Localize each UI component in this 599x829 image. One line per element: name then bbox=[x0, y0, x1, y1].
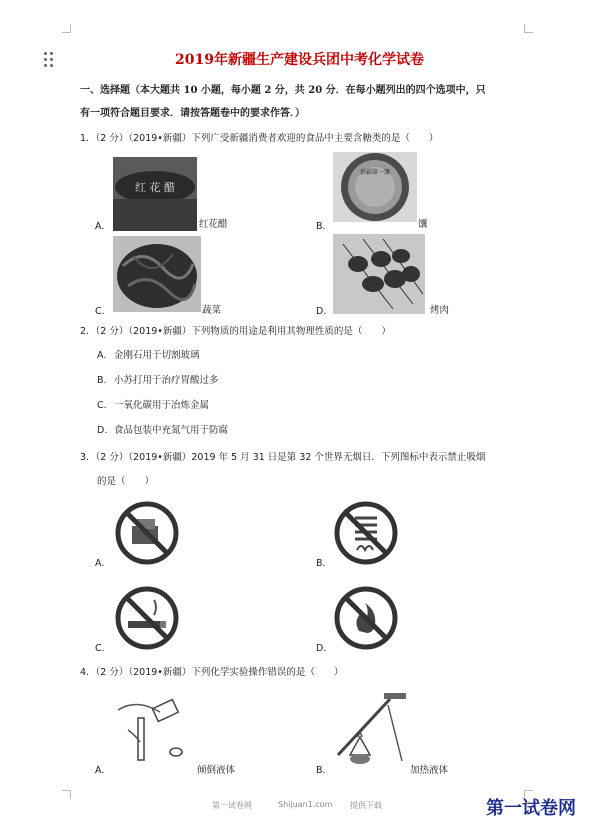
q2-option-a-text: 金刚石用于切割玻璃 bbox=[114, 350, 200, 361]
q3-stem-line1: 3．（2 分）（2019•新疆）2019 年 5 月 31 日是第 32 个世界无烟日．下列图标中表示禁止吸烟 bbox=[80, 452, 486, 463]
no-burning-icon bbox=[333, 500, 399, 566]
no-smoking-icon bbox=[114, 585, 180, 651]
q1-option-c-letter: C. bbox=[95, 306, 105, 317]
q4-option-a-letter: A. bbox=[95, 765, 105, 776]
q1-option-b-label: 馕 bbox=[418, 219, 428, 230]
crop-mark-top-left bbox=[62, 24, 71, 33]
no-open-flame-icon bbox=[333, 585, 399, 651]
brand-logo-text: 第一试卷网 bbox=[486, 798, 576, 819]
q3-option-b-letter: B. bbox=[316, 558, 326, 569]
q2-option-c-text: 一氧化碳用于冶炼金属 bbox=[114, 400, 210, 411]
q1-stem: 1．（2 分）（2019•新疆）下列广受新疆消费者欢迎的食品中主要含糖类的是（ ） bbox=[80, 133, 439, 144]
section-header-line1: 一、选择题（本大题共 10 小题，每小题 2 分，共 20 分．在每小题列出的四个选项中，只 bbox=[80, 85, 486, 96]
naan-stamp-text: 新疆第一馕 bbox=[359, 169, 391, 176]
q2-option-d-text: 食品包装中充氮气用于防腐 bbox=[114, 425, 229, 436]
footer-site-url[interactable]: Shijuan1.com bbox=[278, 800, 333, 809]
q4-option-a-label: 倾倒液体 bbox=[197, 765, 236, 776]
q2-option-b-text: 小苏打用于治疗胃酸过多 bbox=[114, 375, 219, 386]
q3-option-d-letter: D. bbox=[316, 643, 327, 654]
q1-option-a-letter: A. bbox=[95, 221, 105, 232]
crop-mark-bottom-left bbox=[62, 790, 71, 799]
q1-option-d-letter: D. bbox=[316, 306, 327, 317]
q1-photo-vinegar bbox=[113, 157, 197, 231]
q1-photo-vegetables bbox=[113, 236, 201, 312]
crop-mark-top-right bbox=[524, 24, 533, 33]
q1-option-d-label: 烤肉 bbox=[430, 305, 450, 316]
q1-option-b-letter: B. bbox=[316, 221, 326, 232]
q2-stem: 2．（2 分）（2019•新疆）下列物质的用途是利用其物理性质的是（ ） bbox=[80, 326, 391, 337]
q3-option-a-letter: A. bbox=[95, 558, 105, 569]
q3-option-c-letter: C. bbox=[95, 643, 105, 654]
q4-option-b-label: 加热液体 bbox=[410, 765, 449, 776]
page-title: 2019年新疆生产建设兵团中考化学试卷 bbox=[175, 52, 424, 68]
q2-option-b-letter: B. bbox=[97, 375, 107, 386]
footer-download-text: 提供下载 bbox=[350, 801, 382, 810]
q2-option-d-letter: D. bbox=[97, 425, 108, 436]
q3-stem-line2: 的是（ ） bbox=[97, 476, 155, 487]
q4-option-b-letter: B. bbox=[316, 765, 326, 776]
no-fireworks-icon bbox=[114, 500, 180, 566]
pour-liquid-illustration bbox=[114, 690, 194, 770]
q1-photo-naan bbox=[333, 152, 417, 222]
q1-photo-kebab bbox=[333, 234, 425, 314]
q2-option-a-letter: A. bbox=[97, 350, 107, 361]
q1-option-a-label: 红花醋 bbox=[199, 219, 228, 230]
q4-stem: 4．（2 分）（2019•新疆）下列化学实验操作错误的是（ ） bbox=[80, 667, 344, 678]
section-header-line2: 有一项符合题目要求．请按答题卷中的要求作答．） bbox=[80, 108, 305, 119]
heat-liquid-illustration bbox=[330, 685, 420, 775]
vinegar-label-text: 红 花 醋 bbox=[135, 181, 175, 194]
footer-site-name: 第一试卷网 bbox=[212, 801, 252, 810]
q2-option-c-letter: C. bbox=[97, 400, 107, 411]
q1-option-c-label: 蔬菜 bbox=[202, 305, 222, 316]
